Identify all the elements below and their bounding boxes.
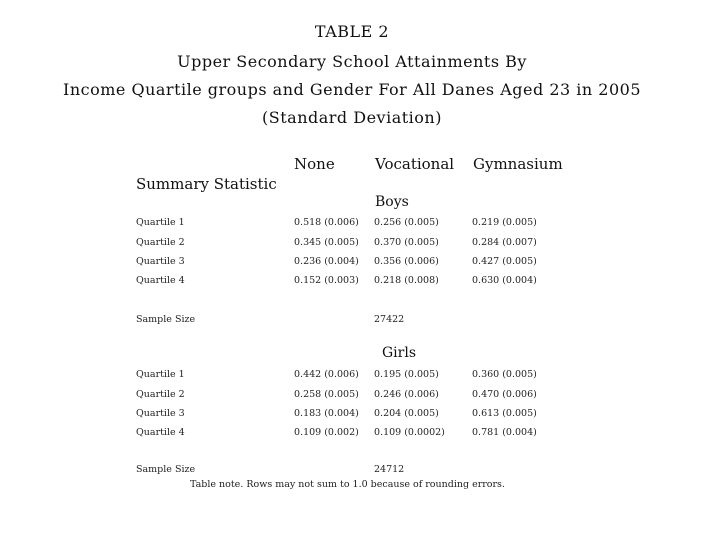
cell-vocational: 0.356 (0.006) [374,256,439,267]
cell-none: 0.236 (0.004) [294,256,359,267]
section-label-girls: Girls [382,345,417,361]
cell-vocational: 0.256 (0.005) [374,217,439,228]
row-label: Quartile 2 [136,237,185,248]
sample-size-value: 24712 [374,464,405,475]
cell-gymnasium: 0.613 (0.005) [472,408,537,419]
column-header-gymnasium: Gymnasium [473,155,563,173]
sample-size-label: Sample Size [136,314,196,325]
cell-vocational: 0.218 (0.008) [374,275,439,286]
cell-vocational: 0.246 (0.006) [374,389,439,400]
column-header-summary-statistic: Summary Statistic [136,175,277,193]
row-label: Quartile 1 [136,369,185,380]
row-label: Quartile 4 [136,275,185,286]
cell-gymnasium: 0.630 (0.004) [472,275,537,286]
table-subtitle-1: Upper Secondary School Attainments By [177,52,527,71]
column-header-vocational: Vocational [375,155,455,173]
cell-none: 0.152 (0.003) [294,275,359,286]
cell-gymnasium: 0.360 (0.005) [472,369,537,380]
cell-none: 0.442 (0.006) [294,369,359,380]
cell-none: 0.345 (0.005) [294,237,359,248]
cell-gymnasium: 0.781 (0.004) [472,427,537,438]
cell-vocational: 0.195 (0.005) [374,369,439,380]
cell-gymnasium: 0.470 (0.006) [472,389,537,400]
row-label: Quartile 4 [136,427,185,438]
table-note: Table note. Rows may not sum to 1.0 because of rounding errors. [190,479,505,490]
table-subtitle-3: (Standard Deviation) [262,108,442,127]
table-subtitle-2: Income Quartile groups and Gender For All Danes Aged 23 in 2005 [63,80,641,99]
column-header-none: None [294,155,335,173]
sample-size-label: Sample Size [136,464,196,475]
cell-gymnasium: 0.219 (0.005) [472,217,537,228]
row-label: Quartile 1 [136,217,185,228]
sample-size-value: 27422 [374,314,405,325]
cell-vocational: 0.109 (0.0002) [374,427,445,438]
section-label-boys: Boys [375,194,409,210]
cell-none: 0.518 (0.006) [294,217,359,228]
cell-none: 0.258 (0.005) [294,389,359,400]
cell-gymnasium: 0.427 (0.005) [472,256,537,267]
cell-vocational: 0.370 (0.005) [374,237,439,248]
cell-none: 0.109 (0.002) [294,427,359,438]
cell-gymnasium: 0.284 (0.007) [472,237,537,248]
table-title: TABLE 2 [314,22,390,41]
cell-vocational: 0.204 (0.005) [374,408,439,419]
cell-none: 0.183 (0.004) [294,408,359,419]
row-label: Quartile 3 [136,408,185,419]
row-label: Quartile 3 [136,256,185,267]
row-label: Quartile 2 [136,389,185,400]
